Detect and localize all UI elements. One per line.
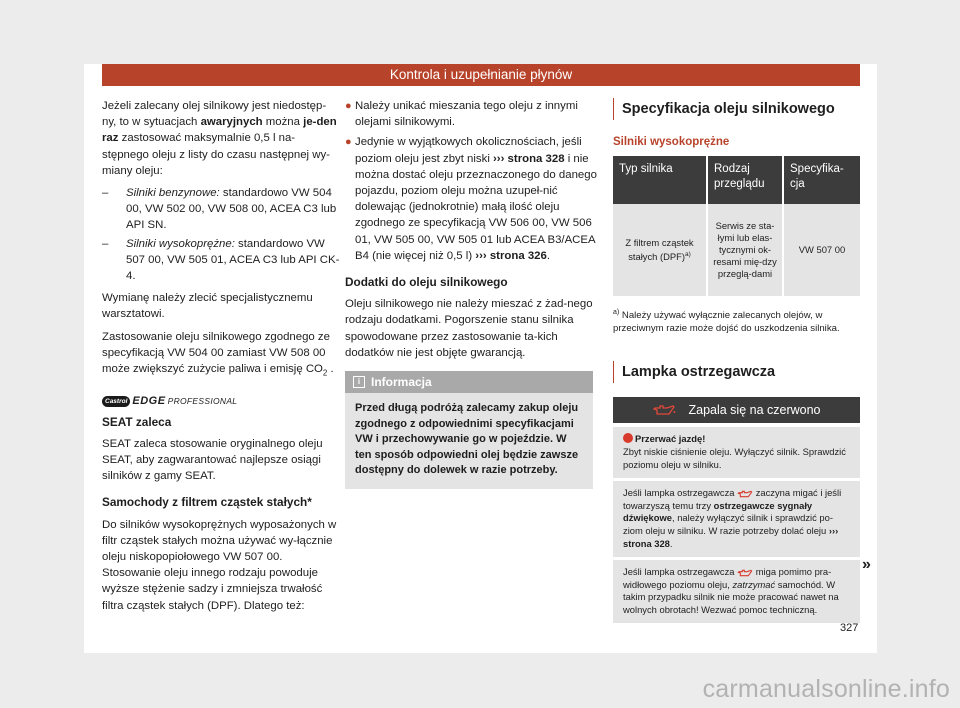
usage-paragraph: Zastosowanie oleju silnikowego zgodnego ze specyfikacją VW 504 00 zamiast VW 508 00 może zwiększyć zużycie paliwa i emisję $CO_2$ . bbox=[102, 330, 334, 378]
spec-table bbox=[613, 156, 860, 296]
page-ref-328[interactable]: ››› strona 328 bbox=[493, 152, 565, 165]
additives-heading: Dodatki do oleju silnikowego bbox=[345, 275, 508, 290]
warning-header bbox=[613, 397, 860, 423]
table-header-cell: Specyfika-cja bbox=[783, 156, 860, 204]
table-cell-engine: Z filtrem cząstek stałych (DPF)$^{a)}$ bbox=[613, 204, 707, 296]
page-number: 327 bbox=[840, 622, 859, 634]
table-row bbox=[613, 204, 860, 296]
watermark: carmanualsonline.info bbox=[702, 675, 950, 703]
section-header: Kontrola i uzupełnianie płynów bbox=[102, 64, 860, 86]
table-header-cell: Rodzaj przeglądu bbox=[707, 156, 783, 204]
professional-logo: PROFESSIONAL bbox=[167, 396, 238, 407]
info-header bbox=[345, 371, 593, 393]
intro-paragraph: Jeżeli zalecany olej silnikowy jest niedostęp-ny, to w sytuacjach awaryjnych można je-den raz zastosować maksymalnie 0,5 l na-stępnego oleju z listy do czasu następnej wy-miany oleju: bbox=[102, 100, 337, 177]
lamp-title: Lampka ostrzegawcza bbox=[613, 361, 860, 383]
continue-marker: » bbox=[862, 556, 871, 573]
spec-title: Specyfikacja oleju silnikowego bbox=[613, 98, 860, 120]
replace-paragraph: Wymianę należy zlecić specjalistycznemu warsztatowi. bbox=[102, 292, 313, 321]
dpf-heading: Samochody z filtrem cząstek stałych* bbox=[102, 495, 312, 510]
table-cell-service: Serwis ze sta-łymi lub elas-tycznymi ok-resami mię-dzy przeglą-dami bbox=[707, 204, 783, 296]
column-left bbox=[102, 98, 340, 620]
bullet-mixing: ● Należy unikać mieszania tego oleju z innymi olejami silnikowymi. bbox=[345, 100, 578, 129]
edge-logo: EDGE bbox=[132, 395, 166, 408]
oil-can-icon bbox=[737, 569, 753, 577]
page-ref-328-lamp[interactable]: ››› strona 328 bbox=[623, 525, 839, 549]
info-box bbox=[345, 371, 593, 489]
castrol-logo: Castrol bbox=[102, 396, 130, 407]
stop-icon bbox=[623, 433, 633, 443]
warning-row-stop: Przerwać jazdę! Zbyt niskie ciśnienie oleju. Wyłączyć silnik. Sprawdzić poziomu oleju w silniku. bbox=[613, 427, 860, 477]
page-ref-326[interactable]: ››› strona 326 bbox=[475, 249, 547, 262]
warning-header-text: Zapala się na czerwono bbox=[688, 403, 821, 418]
list-item-diesel: – Silniki wysokoprężne: standardowo VW 507 00, VW 505 01, ACEA C3 lub API CK-4. bbox=[102, 237, 340, 283]
seat-heading: SEAT zaleca bbox=[102, 414, 172, 429]
list-item-petrol: – Silniki benzynowe: standardowo VW 504 00, VW 502 00, VW 508 00, ACEA C3 lub API SN. bbox=[102, 187, 337, 232]
column-middle bbox=[345, 98, 603, 489]
additives-paragraph: Oleju silnikowego nie należy mieszać z żad-nego rodzaju dodatkami. Pogorszenie stanu silnika spowodowane przez zastosowanie ta-kich dodatków nie jest objęte gwarancją. bbox=[345, 298, 593, 359]
column-right bbox=[613, 98, 860, 623]
warning-row-normal-level: Jeśli lampka ostrzegawcza miga pomimo pra-widłowego poziomu oleju, zatrzymać samochód. W takim przypadku silnik nie może pracować nawet na wolnych obrotach! Wezwać pomoc techniczną. bbox=[613, 560, 860, 623]
info-text: Przed długą podróżą zalecamy zakup oleju zgodnego z odpowiednimi specyfikacjami VW i przechowywanie go w pojeździe. W ten sposób odpowiedni olej będzie zawsze dostępny do dolewek w razie potrzeby. bbox=[355, 402, 579, 477]
warning-row-blinking: Jeśli lampka ostrzegawcza zaczyna migać i jeśli towarzyszą temu trzy ostrzegawcze sygnały dźwiękowe, należy wyłączyć silnik i sprawdzić po-ziom oleju w silniku. W razie potrzeby dolać oleju ››› strona 328. bbox=[613, 481, 860, 557]
table-header-row bbox=[613, 156, 860, 204]
table-footnote: $^{a)}$ Należy używać wyłącznie zalecanych olejów, w przeciwnym razie może dojść do uszkodzenia silnika. bbox=[613, 309, 840, 335]
seat-paragraph: SEAT zaleca stosowanie oryginalnego oleju SEAT, aby zagwarantować najlepsze osiągi silników z gamy SEAT. bbox=[102, 437, 323, 483]
info-title: Informacja bbox=[371, 374, 432, 389]
castrol-edge-logo bbox=[102, 396, 340, 408]
oil-can-icon bbox=[737, 490, 753, 498]
bullet-exception: ● Jedynie w wyjątkowych okolicznościach, jeśli poziom oleju jest zbyt niski ››› strona 328 i nie można dostać oleju przeznaczonego do danego pojazdu, poziom oleju można uzupeł-nić dolewając (jednokrotnie) małą ilość oleju zgodnego ze specyfikacją VW 506 00, VW 506 01, VW 505 00, VW 505 01 lub ACEA B3/ACEA B4 (nie więcej niż 0,5 l) ››› strona 326. bbox=[345, 136, 597, 262]
spec-subtitle: Silniki wysokoprężne bbox=[613, 136, 730, 148]
table-header-cell: Typ silnika bbox=[613, 156, 707, 204]
dpf-paragraph: Do silników wysokoprężnych wyposażonych w filtr cząstek stałych można używać wy-łącznie oleju niskopopiołowego VW 507 00. Stosowanie oleju innego rodzaju powoduje wyższe stężenie sadzy i zmniejsza trwałość filtra cząstek stałych (DPF). Dlatego też: bbox=[102, 518, 337, 612]
table-cell-spec: VW 507 00 bbox=[783, 204, 860, 296]
info-icon: i bbox=[353, 376, 365, 388]
oil-can-icon bbox=[652, 404, 676, 416]
